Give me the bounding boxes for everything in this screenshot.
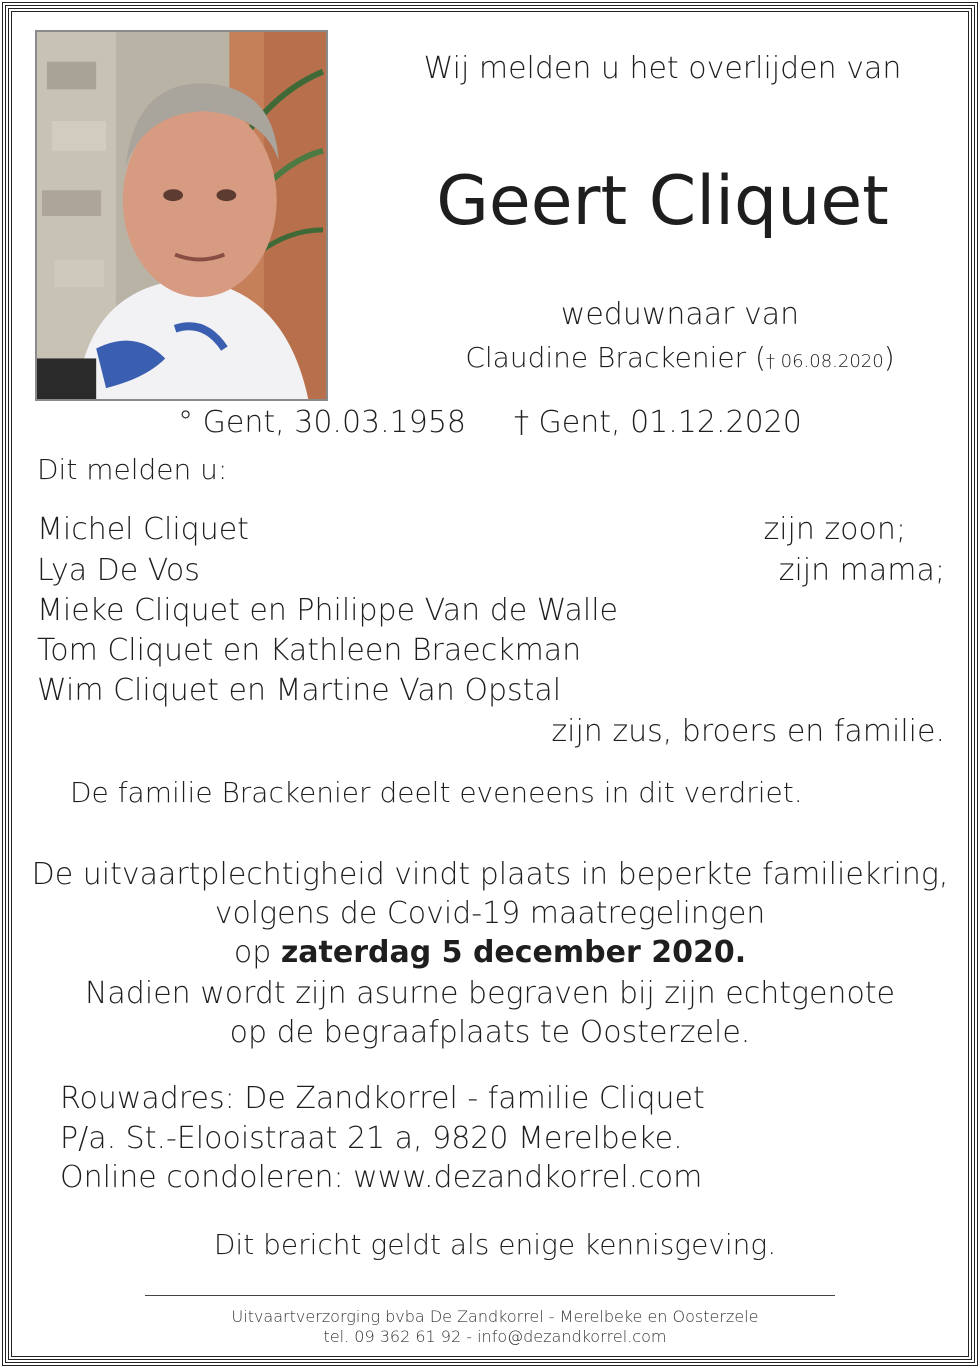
family-member-name: Mieke Cliquet en Philippe Van de Walle [37,593,619,628]
ceremony-date-line [0,935,980,970]
spouse-death-date: † 06.08.2020 [765,351,884,372]
family-group-relation: zijn zus, broers en familie. [551,714,945,749]
ceremony-line-4: Nadien wordt zijn asurne begraven bij zijn echtgenote [84,976,896,1011]
family-member-name: Tom Cliquet en Kathleen Braeckman [37,633,582,668]
condolence-link: Online condoleren: www.dezandkorrel.com [60,1160,703,1195]
death-date: † Gent, 01.12.2020 [514,405,802,440]
birth-date: ° Gent, 30.03.1958 [178,405,466,440]
ceremony-line-5: op de begraafplaats te Oosterzele. [229,1015,751,1050]
footer-divider [145,1295,835,1296]
family-member-name: Wim Cliquet en Martine Van Opstal [37,673,562,708]
ceremony-line-1: De uitvaartplechtigheid vindt plaats in beperkte familiekring, [31,857,949,892]
life-dates [0,405,980,440]
family-member-name: Michel Cliquet [37,512,249,547]
spouse-line [380,341,980,374]
announcers-heading: Dit melden u: [37,453,228,486]
portrait-photo [35,30,328,401]
address-line-2: P/a. St.-Elooistraat 21 a, 9820 Merelbeke. [60,1121,683,1156]
also-grieving-text: De familie Brackenier deelt eveneens in dit verdriet. [70,776,803,809]
ceremony-date: zaterdag 5 december 2020. [280,935,747,970]
spouse-name: Claudine Brackenier ( [465,341,766,374]
closing-notice: Dit bericht geldt als enige kennisgeving. [213,1228,777,1261]
intro-text: Wij melden u het overlijden van [423,51,902,86]
ceremony-date-prefix: op [233,935,281,970]
family-member-name: Lya De Vos [37,553,200,588]
family-member-relation: zijn mama; [778,553,945,588]
footer-company: Uitvaartverzorging bvba De Zandkorrel - Merelbeke en Oosterzele [231,1307,759,1326]
ceremony-line-2: volgens de Covid-19 maatregelingen [214,896,766,931]
address-line-1: Rouwadres: De Zandkorrel - familie Cliquet [60,1081,705,1116]
spouse-close-paren: ) [883,341,895,374]
widower-label: weduwnaar van [560,297,800,332]
footer-contact: tel. 09 362 61 92 - info@dezandkorrel.com [323,1327,667,1346]
family-member-relation: zijn zoon; [763,512,906,547]
deceased-name: Geert Cliquet [436,162,889,241]
